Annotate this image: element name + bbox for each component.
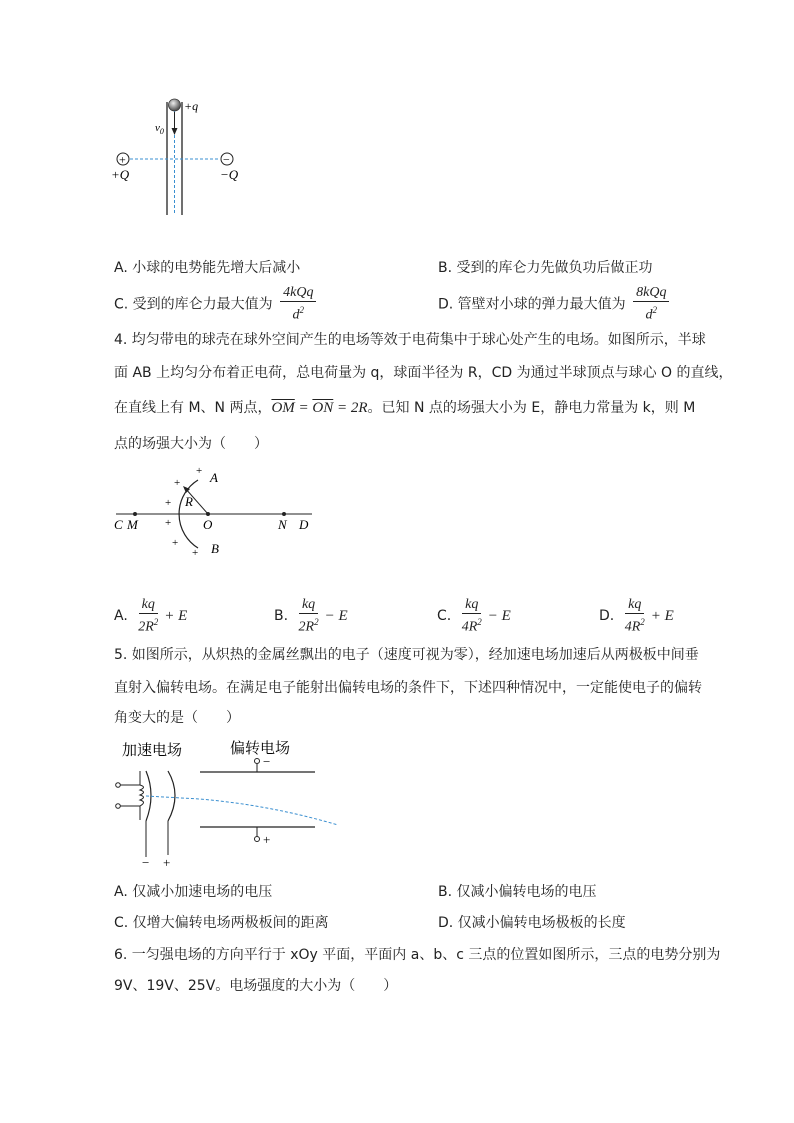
plus-3: +: [165, 497, 172, 509]
q3-option-d-fraction: $\frac{\text{8kQq}}{d^2}$: [633, 285, 669, 324]
label-C: C: [114, 517, 123, 532]
q6-line1: 6. 一匀强电场的方向平行于 xOy 平面，平面内 a、b、c 三点的位置如图所示，三点的电势分别为: [114, 947, 721, 963]
velocity-arrowhead: [172, 128, 178, 135]
accel-plus: +: [163, 855, 171, 870]
label-R: R: [185, 494, 193, 509]
point-N: [282, 512, 286, 516]
top-plate-terminal: [255, 759, 260, 764]
q5-option-c[interactable]: C. 仅增大偏转电场两极板间的距离: [114, 915, 329, 931]
terminal-bottom: [116, 804, 121, 809]
q5-option-b[interactable]: B. 仅减小偏转电场的电压: [438, 884, 597, 900]
label-O: O: [203, 517, 213, 532]
om-overline: $\overline{OM}$: [271, 400, 295, 416]
q3-option-d-text: D. 管壁对小球的弹力最大值为: [438, 296, 626, 313]
ball: [169, 99, 181, 111]
q5-line3: 角变大的是（ ）: [114, 710, 240, 726]
deflection-figure: [110, 735, 350, 870]
q4-option-a[interactable]: A. $\frac{kq}{2R^2}$ + E: [114, 596, 188, 635]
terminal-top: [116, 783, 121, 788]
q4-line4: 点的场强大小为（ ）: [114, 436, 268, 452]
plus-5: +: [172, 537, 179, 549]
q3-option-c[interactable]: [114, 285, 319, 324]
accel-minus: −: [142, 855, 150, 870]
q4-option-c[interactable]: C. $\frac{kq}{4R^2}$ − E: [437, 596, 511, 635]
plus-6: +: [192, 547, 199, 559]
point-O: [206, 512, 210, 516]
q4-option-d[interactable]: D. $\frac{kq}{4R^2}$ + E: [599, 596, 674, 635]
q3-option-a[interactable]: A. 小球的电势能先增大后减小: [114, 260, 301, 276]
minus-Q-label: −Q: [220, 167, 239, 182]
bottom-plate-plus: +: [263, 832, 271, 847]
q5-option-a[interactable]: A. 仅减小加速电场的电压: [114, 884, 273, 900]
point-M: [133, 512, 137, 516]
q3-option-c-text: C. 受到的库仑力最大值为: [114, 296, 273, 313]
q3-option-c-fraction: $\frac{\text{4kQq}}{d^2}$: [280, 285, 316, 324]
tube-figure: [108, 94, 248, 224]
q4-line1: 4. 均匀带电的球壳在球外空间产生的电场等效于电荷集中于球心处产生的电场。如图所示，半球: [114, 332, 706, 348]
filament-coil: [140, 785, 144, 806]
deflect-field-label: 偏转电场: [230, 741, 291, 757]
plus-1: +: [196, 465, 203, 477]
q5-line1: 5. 如图所示，从炽热的金属丝飘出的电子（速度可视为零），经加速电场加速后从两极板中间垂: [114, 647, 699, 663]
plus-4: +: [165, 517, 172, 529]
label-N: N: [278, 517, 287, 532]
q6-line2: 9V、19V、25V。电场强度的大小为（ ）: [114, 978, 398, 994]
accel-field-label: 加速电场: [122, 743, 183, 759]
label-B: B: [211, 541, 219, 556]
label-M: M: [127, 517, 138, 532]
top-plate-minus: −: [263, 754, 271, 769]
minus-charge-sign: −: [223, 152, 230, 167]
q4-line2: 面 AB 上均匀分布着正电荷，总电荷量为 q，球面半径为 R，CD 为通过半球顶点与球心 O 的直线，: [114, 365, 733, 381]
q4-option-b[interactable]: B. $\frac{kq}{2R^2}$ − E: [274, 596, 348, 635]
plus-2: +: [174, 477, 181, 489]
plus-charge-sign: +: [119, 152, 126, 167]
label-D: D: [299, 517, 309, 532]
bottom-plate-terminal: [255, 837, 260, 842]
q3-option-d[interactable]: [438, 285, 672, 324]
label-A: A: [210, 470, 218, 485]
velocity-label: $v_0$: [155, 122, 164, 136]
q5-option-d[interactable]: D. 仅减小偏转电场极板的长度: [438, 915, 626, 931]
q5-line2: 直射入偏转电场。在满足电子能射出偏转电场的条件下，下述四种情况中，一定能使电子的偏转: [114, 680, 702, 696]
charge-q-label: +q: [184, 99, 199, 113]
q3-option-b[interactable]: B. 受到的库仑力先做负功后做正功: [438, 260, 653, 276]
plus-Q-label: +Q: [111, 167, 130, 182]
on-overline: $\overline{ON}$: [312, 400, 334, 416]
q4-line3: 在直线上有 M、N 两点，$\overline{OM} = \overline{ON} = 2R$。已知 N 点的场强大小为 E，静电力常量为 k，则 M: [114, 400, 696, 416]
anode-arc: [168, 771, 175, 821]
hemisphere-figure: [110, 462, 320, 562]
